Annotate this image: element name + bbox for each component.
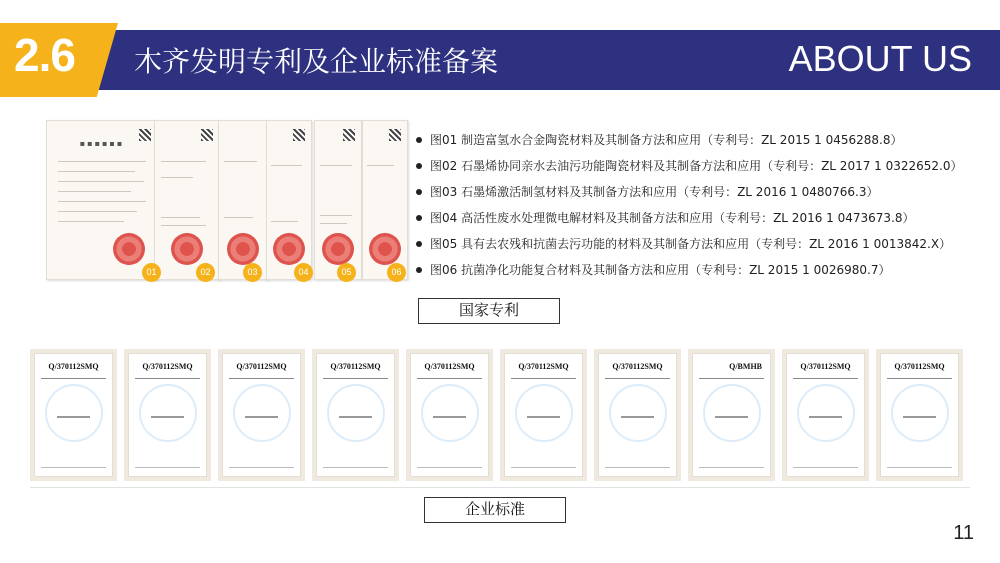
qr-code-icon xyxy=(343,129,355,141)
page-number: 11 xyxy=(953,522,974,544)
bullet-icon xyxy=(416,267,422,273)
patent-label: 图06 抗菌净化功能复合材料及其制备方法和应用（专利号：ZL 2015 1 0026980.7） xyxy=(430,263,891,277)
standard-code: Q/370112SMQ xyxy=(48,362,99,371)
standard-code: Q/370112SMQ xyxy=(612,362,663,371)
red-seal-icon xyxy=(369,233,401,265)
standard-document-image xyxy=(500,349,587,481)
standard-code: Q/370112SMQ xyxy=(800,362,851,371)
standard-document-image xyxy=(876,349,963,481)
standard-document-image xyxy=(124,349,211,481)
bullet-icon xyxy=(416,163,422,169)
patent-label: 图05 具有去农残和抗菌去污功能的材料及其制备方法和应用（专利号：ZL 2016 1 0013842.X） xyxy=(430,237,952,251)
standards-caption: 企业标准 xyxy=(424,497,566,523)
standard-document-image xyxy=(30,349,117,481)
patent-certificate-image xyxy=(154,120,220,280)
bullet-icon xyxy=(416,241,422,247)
patent-certificates-image xyxy=(46,120,408,285)
standard-code: Q/370112SMQ xyxy=(142,362,193,371)
patent-certificate-image xyxy=(218,120,268,280)
standard-document-image xyxy=(218,349,305,481)
standard-document-image xyxy=(406,349,493,481)
page-subtitle-en: ABOUT US xyxy=(788,38,972,79)
qr-code-icon xyxy=(201,129,213,141)
patent-label: 图03 石墨烯激活制氢材料及其制备方法和应用（专利号：ZL 2016 1 0480766.3） xyxy=(430,185,879,199)
standard-document-image xyxy=(688,349,775,481)
patent-certificate-image xyxy=(362,120,408,280)
list-item xyxy=(416,257,963,283)
list-item xyxy=(416,153,963,179)
image-number-badge: 02 xyxy=(196,263,215,282)
red-seal-icon xyxy=(227,233,259,265)
red-seal-icon xyxy=(171,233,203,265)
standard-document-image xyxy=(782,349,869,481)
page-title: 木齐发明专利及企业标准备案 xyxy=(134,45,499,78)
image-number-badge: 01 xyxy=(142,263,161,282)
enterprise-standards-images xyxy=(30,349,970,481)
certificate-heading-graphic: ▪▪▪▪▪▪ xyxy=(79,139,125,148)
patent-certificate-image xyxy=(46,120,158,280)
red-seal-icon xyxy=(273,233,305,265)
patent-list xyxy=(416,127,963,283)
list-item xyxy=(416,179,963,205)
bullet-icon xyxy=(416,215,422,221)
image-number-badge: 06 xyxy=(387,263,406,282)
standard-code: Q/370112SMQ xyxy=(518,362,569,371)
red-seal-icon xyxy=(113,233,145,265)
standard-code: Q/370112SMQ xyxy=(236,362,287,371)
standard-code: Q/370112SMQ xyxy=(424,362,475,371)
qr-code-icon xyxy=(293,129,305,141)
image-number-badge: 04 xyxy=(294,263,313,282)
standard-code: Q/370112SMQ xyxy=(330,362,381,371)
qr-code-icon xyxy=(389,129,401,141)
bullet-icon xyxy=(416,137,422,143)
list-item xyxy=(416,205,963,231)
divider xyxy=(30,487,970,488)
patent-certificate-image xyxy=(314,120,362,280)
image-number-badge: 03 xyxy=(243,263,262,282)
standard-code: Q/370112SMQ xyxy=(894,362,945,371)
list-item xyxy=(416,127,963,153)
standard-code: Q/BMHB xyxy=(729,362,762,371)
red-seal-icon xyxy=(322,233,354,265)
patent-label: 图04 高活性废水处理微电解材料及其制备方法和应用（专利号：ZL 2016 1 0473673.8） xyxy=(430,211,915,225)
patent-label: 图01 制造富氢水合金陶瓷材料及其制备方法和应用（专利号：ZL 2015 1 0456288.8） xyxy=(430,133,903,147)
bullet-icon xyxy=(416,189,422,195)
standard-document-image xyxy=(594,349,681,481)
section-number: 2.6 xyxy=(14,29,75,81)
patents-caption: 国家专利 xyxy=(418,298,560,324)
patent-label: 图02 石墨烯协同亲水去油污功能陶瓷材料及其制备方法和应用（专利号：ZL 2017 1 0322652.0） xyxy=(430,159,963,173)
image-number-badge: 05 xyxy=(337,263,356,282)
standard-document-image xyxy=(312,349,399,481)
patent-certificate-image xyxy=(266,120,312,280)
list-item xyxy=(416,231,963,257)
